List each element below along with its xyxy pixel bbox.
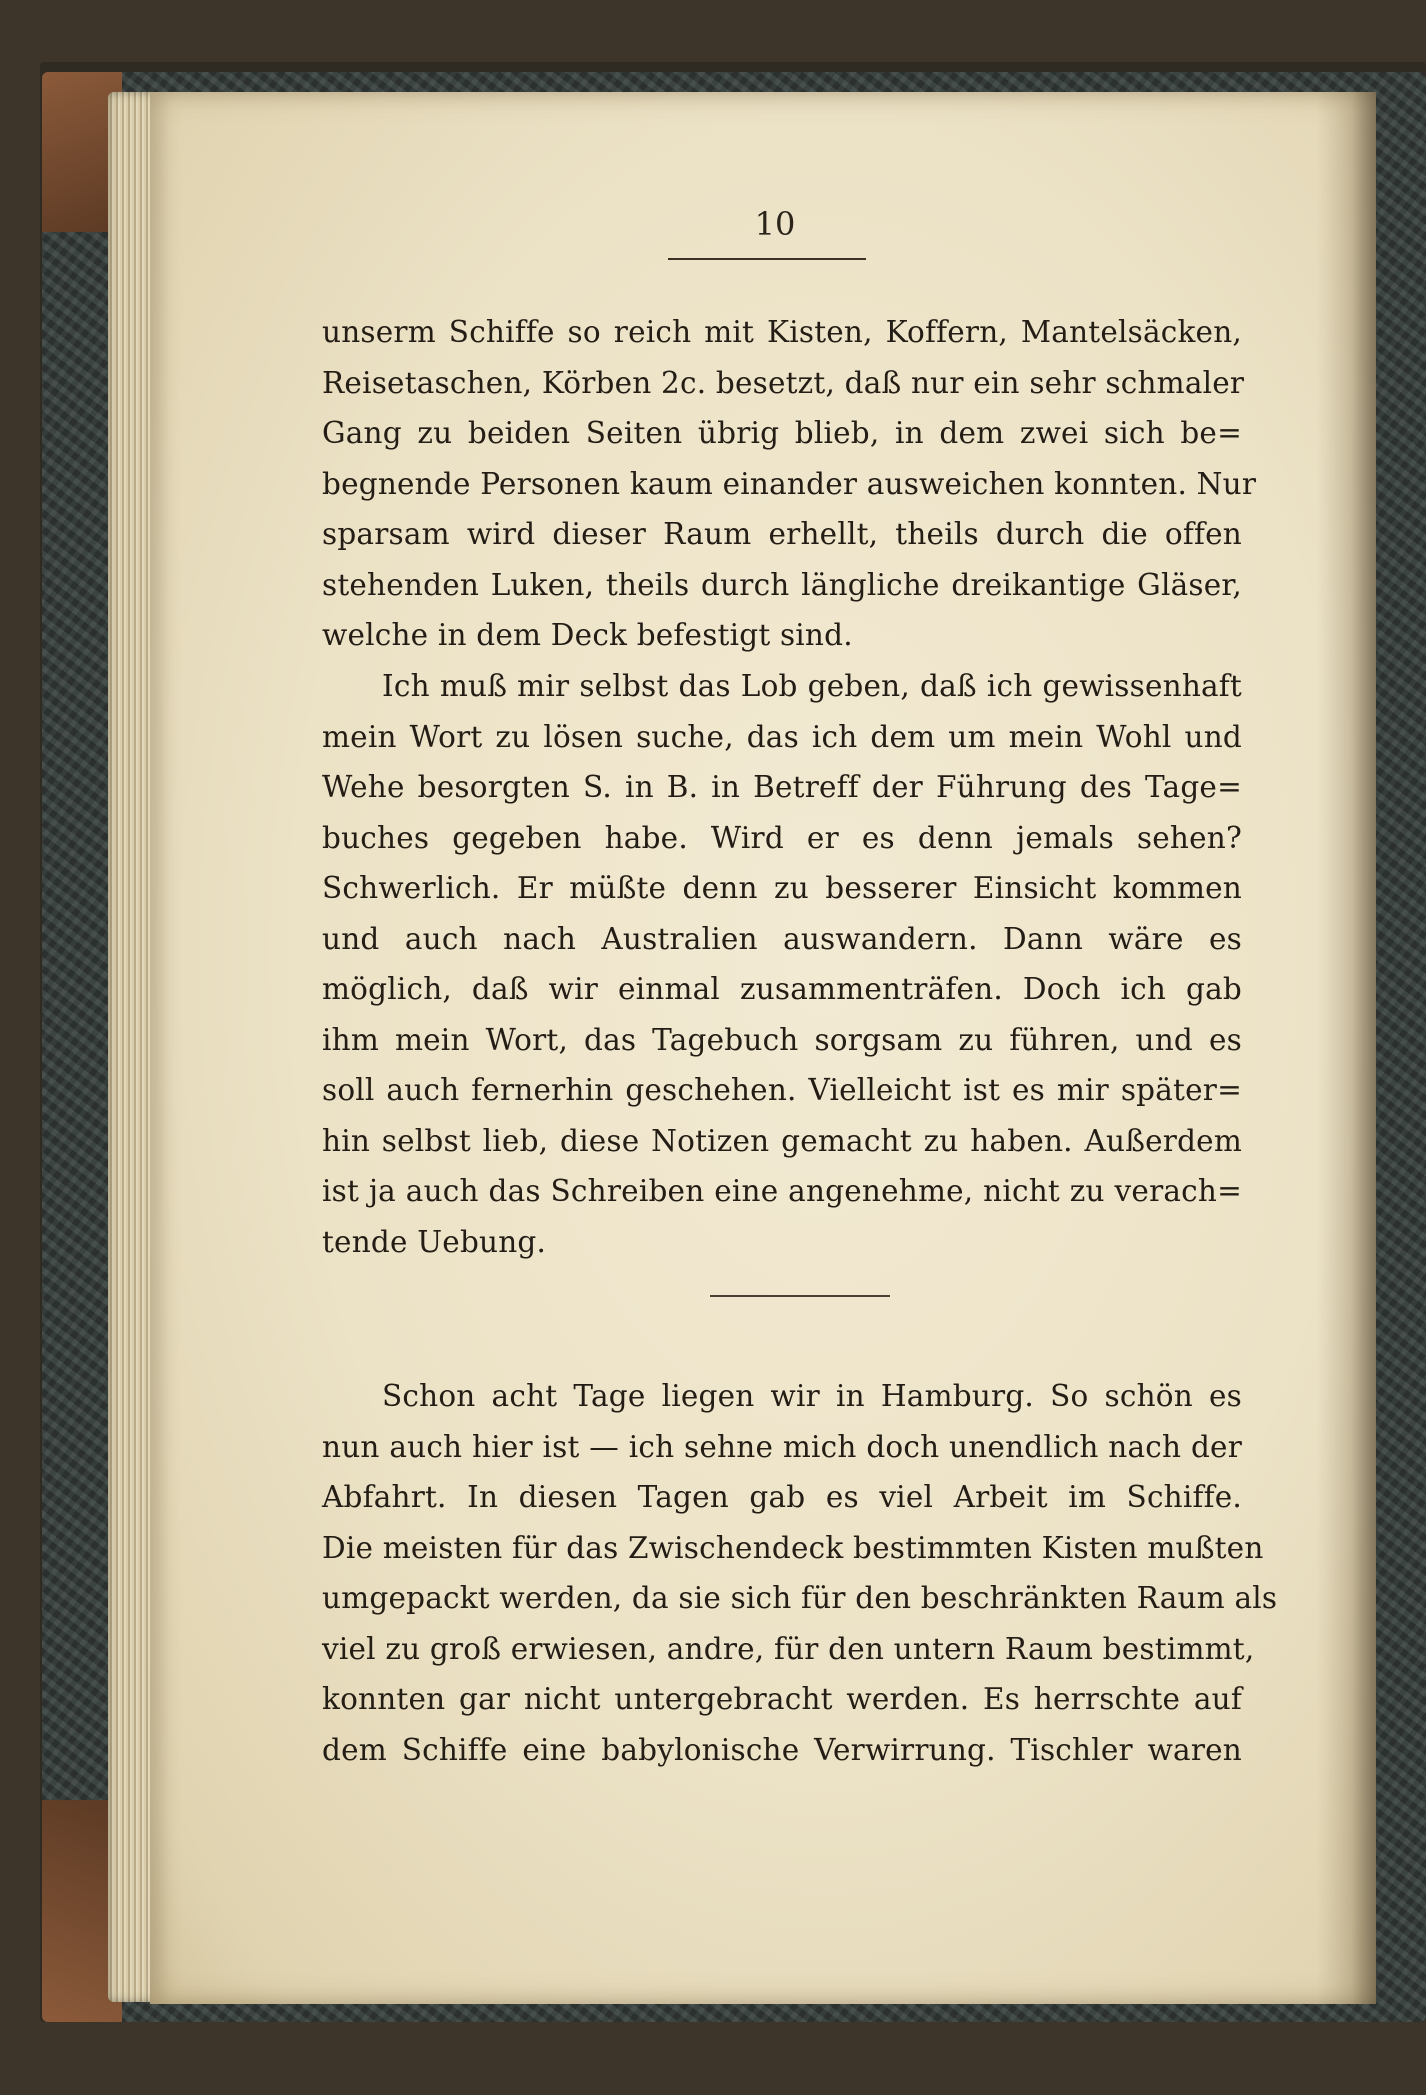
text-line: welche in dem Deck befestigt sind. bbox=[322, 618, 853, 652]
text-line: mein Wort zu lösen suche, das ich dem um mein Wohl und bbox=[322, 719, 1242, 754]
text-line: Abfahrt. In diesen Tagen gab es viel Arbeit im Schiffe. bbox=[322, 1480, 1242, 1514]
text-line: Schon acht Tage liegen wir in Hamburg. So schön es bbox=[382, 1379, 1242, 1413]
text-line: hin selbst lieb, diese Notizen gemacht zu haben. Außerdem bbox=[322, 1123, 1242, 1158]
text-line: soll auch fernerhin geschehen. Vielleicht ist es mir später= bbox=[322, 1073, 1242, 1107]
text-line: Die meisten für das Zwischendeck bestimmten Kisten mußten bbox=[322, 1530, 1264, 1565]
text-line: nun auch hier ist — ich sehne mich doch unendlich nach der bbox=[322, 1429, 1242, 1464]
page-gutter-shadow bbox=[1316, 92, 1376, 2004]
text-line: stehenden Luken, theils durch längliche dreikantige Gläser, bbox=[322, 567, 1242, 602]
text-line: dem Schiffe eine babylonische Verwirrung. Tischler waren bbox=[322, 1732, 1242, 1767]
section-divider bbox=[710, 1295, 890, 1297]
text-line: Schwerlich. Er müßte denn zu besserer Einsicht kommen bbox=[322, 871, 1242, 905]
text-line: buches gegeben habe. Wird er es denn jemals sehen? bbox=[322, 820, 1242, 855]
text-line: Wehe besorgten S. in B. in Betreff der Führung des Tage= bbox=[322, 770, 1242, 804]
text-line: sparsam wird dieser Raum erhellt, theils durch die offen bbox=[322, 517, 1242, 551]
text-line: Ich muß mir selbst das Lob geben, daß ich gewissenhaft bbox=[382, 669, 1242, 703]
text-line: umgepackt werden, da sie sich für den beschränkten Raum als bbox=[322, 1581, 1278, 1615]
header-rule bbox=[668, 258, 866, 260]
text-line: möglich, daß wir einmal zusammenträfen. Doch ich gab bbox=[322, 972, 1242, 1006]
text-line: viel zu groß erwiesen, andre, für den untern Raum bestimmt, bbox=[322, 1631, 1255, 1666]
text-line: und auch nach Australien auswandern. Dann wäre es bbox=[322, 921, 1242, 956]
text-line: tende Uebung. bbox=[322, 1224, 547, 1259]
paragraph-1 bbox=[322, 307, 1257, 661]
paragraph-3 bbox=[322, 1371, 1278, 1775]
text-line: ist ja auch das Schreiben eine angenehme, nicht zu verach= bbox=[322, 1174, 1242, 1208]
text-line: ihm mein Wort, das Tagebuch sorgsam zu führen, und es bbox=[322, 1022, 1242, 1057]
text-line: unserm Schiffe so reich mit Kisten, Koffern, Mantelsäcken, bbox=[322, 315, 1242, 349]
page-number: 10 bbox=[754, 205, 796, 243]
text-line: Reisetaschen, Körben 2c. besetzt, daß nur ein sehr schmaler bbox=[322, 365, 1245, 400]
paragraph-2 bbox=[322, 661, 1242, 1267]
text-line: Gang zu beiden Seiten übrig blieb, in dem zwei sich be= bbox=[322, 416, 1242, 450]
text-line: konnten gar nicht untergebracht werden. Es herrschte auf bbox=[322, 1682, 1242, 1716]
text-line: begnende Personen kaum einander ausweichen konnten. Nur bbox=[322, 466, 1257, 501]
